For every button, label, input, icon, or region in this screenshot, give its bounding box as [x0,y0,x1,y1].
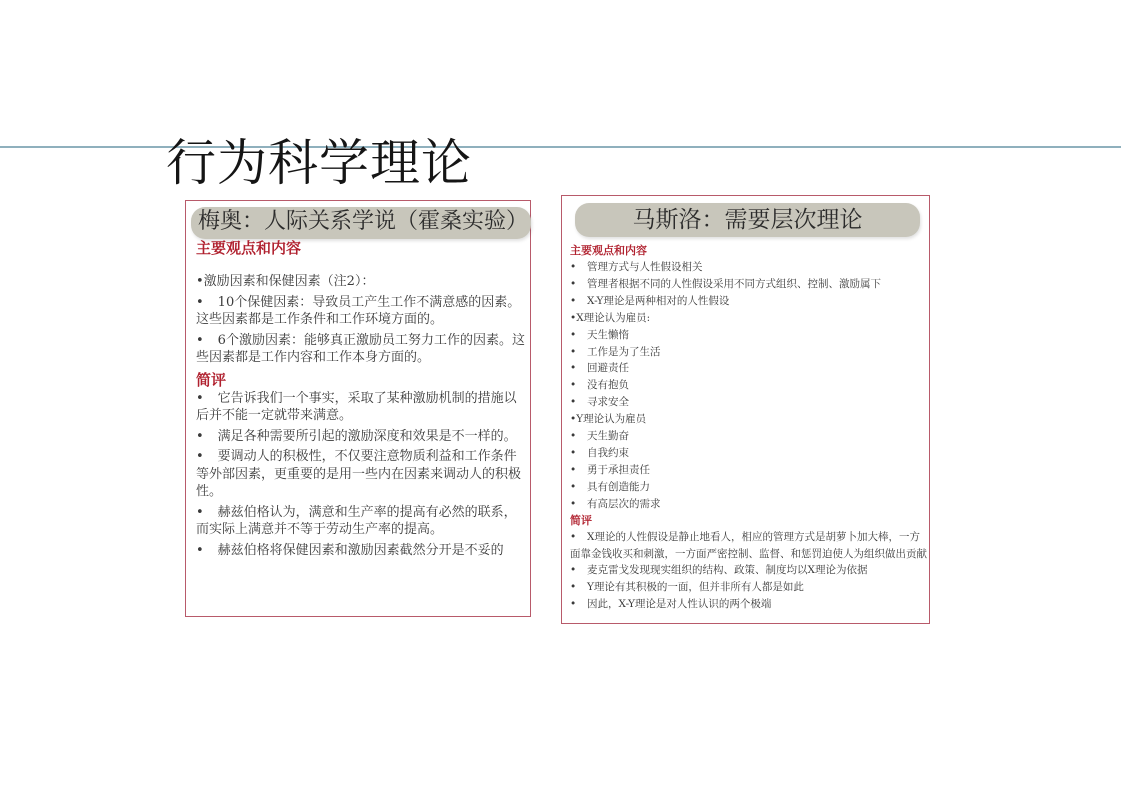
bullet-icon: • [196,332,204,348]
list-item [570,479,930,496]
list-item [196,448,526,501]
list-item [570,327,930,344]
list-item [570,579,930,596]
list-item [570,428,930,445]
list-item-text: 没有抱负 [587,379,629,392]
list-item-text: 10个保健因素：导致员工产生工作不满意感的因素。这些因素都是工作条件和工作环境方面的。 [196,294,521,327]
section-heading-review: 简评 [196,370,227,389]
bullet-icon: • [196,428,204,444]
list-item-text: 麦克雷戈发现现实组织的结构、政策、制度均以X理论为依据 [587,564,868,577]
bullet-icon: • [570,328,577,341]
x-theory-intro: •X理论认为雇员: [570,311,651,324]
card-content [196,238,526,562]
list-item [570,259,930,276]
maslow-theory-card [561,195,930,624]
intro-text: •激励因素和保健因素（注2）： [196,274,375,289]
card-header-title: 梅奥：人际关系学说（霍桑实验） [198,209,529,234]
list-item [196,428,526,446]
list-item-text: 天生懒惰 [587,328,629,341]
list-item-text: 赫兹伯格将保健因素和激励因素截然分开是不妥的 [217,542,504,558]
card-content [570,243,930,613]
bullet-icon: • [570,261,577,273]
bullet-icon: • [570,362,577,375]
section-heading-main: 主要观点和内容 [570,244,647,257]
list-item [570,529,930,563]
bullet-icon: • [570,446,577,459]
list-item-text: 管理方式与人性假设相关 [587,261,703,273]
list-item-text: Y理论有其积极的一面，但并非所有人都是如此 [587,581,804,594]
bullet-icon: • [196,449,204,464]
list-item-text: 天生勤奋 [587,430,629,443]
list-item-text: 要调动人的积极性，不仅要注意物质利益和工作条件等外部因素，更重要的是用一些内在因素来调动人的积极性。 [196,449,522,499]
list-item [570,394,930,411]
bullet-icon: • [570,277,577,290]
list-item [570,496,930,513]
bullet-icon: • [196,542,204,558]
list-item [196,390,526,425]
list-item-text: 有高层次的需求 [587,497,661,510]
bullet-icon: • [570,497,577,510]
y-theory-intro: •Y理论认为雇员 [570,413,647,426]
list-item [196,542,526,560]
list-item-text: 勇于承担责任 [587,463,650,476]
list-item [570,462,930,479]
list-item-text: 满足各种需要所引起的激励深度和效果是不一样的。 [217,428,517,444]
list-item [570,293,930,310]
card-header-pill [575,203,920,237]
list-item [570,596,930,613]
list-item [570,360,930,377]
list-item-text: X理论的人性假设是静止地看人，相应的管理方式是胡萝卜加大棒，一方面靠金钱收买和刺激，一方面严密控制、监督、和惩罚迫使人为组织做出贡献 [570,530,927,560]
list-item-text: 赫兹伯格认为，满意和生产率的提高有必然的联系，而实际上满意并不等于劳动生产率的提高。 [196,504,517,537]
list-item-text: X-Y理论是两种相对的人性假设 [587,294,730,307]
list-item [570,562,930,579]
section-heading-review: 简评 [570,513,592,527]
card-header-title: 马斯洛：需要层次理论 [632,207,863,233]
bullet-icon: • [570,345,577,358]
page-title: 行为科学理论 [166,134,472,192]
list-item-text: 具有创造能力 [587,480,650,493]
bullet-icon: • [196,390,204,406]
list-item [570,276,930,293]
bullet-icon: • [570,530,577,543]
list-item [570,377,930,394]
bullet-icon: • [570,294,577,307]
bullet-icon: • [196,294,204,310]
bullet-icon: • [570,430,577,443]
list-item-text: 工作是为了生活 [587,345,661,358]
list-item-text: 寻求安全 [587,396,629,409]
bullet-icon: • [570,564,577,577]
list-item [570,445,930,462]
list-item-text: 因此，X-Y理论是对人性认识的两个极端 [587,598,772,611]
list-item-text: 回避责任 [587,362,629,375]
bullet-icon: • [570,581,577,594]
bullet-icon: • [570,463,577,476]
list-item-text: 6个激励因素：能够真正激励员工努力工作的因素。这些因素都是工作内容和工作本身方面的。 [196,332,525,365]
bullet-icon: • [570,396,577,409]
list-item-text: 管理者根据不同的人性假设采用不同方式组织、控制、激励属下 [587,277,881,290]
bullet-icon: • [570,379,577,392]
mayo-theory-card [185,200,531,617]
bullet-icon: • [570,598,577,611]
list-item-text: 自我约束 [587,446,629,459]
list-item [196,332,526,367]
list-item-text: 它告诉我们一个事实，采取了某种激励机制的措施以后并不能一定就带来满意。 [196,390,517,423]
bullet-icon: • [570,480,577,493]
list-item [570,344,930,361]
list-item [196,504,526,539]
list-item [196,294,526,329]
section-heading-main: 主要观点和内容 [196,239,302,257]
bullet-icon: • [196,504,204,520]
